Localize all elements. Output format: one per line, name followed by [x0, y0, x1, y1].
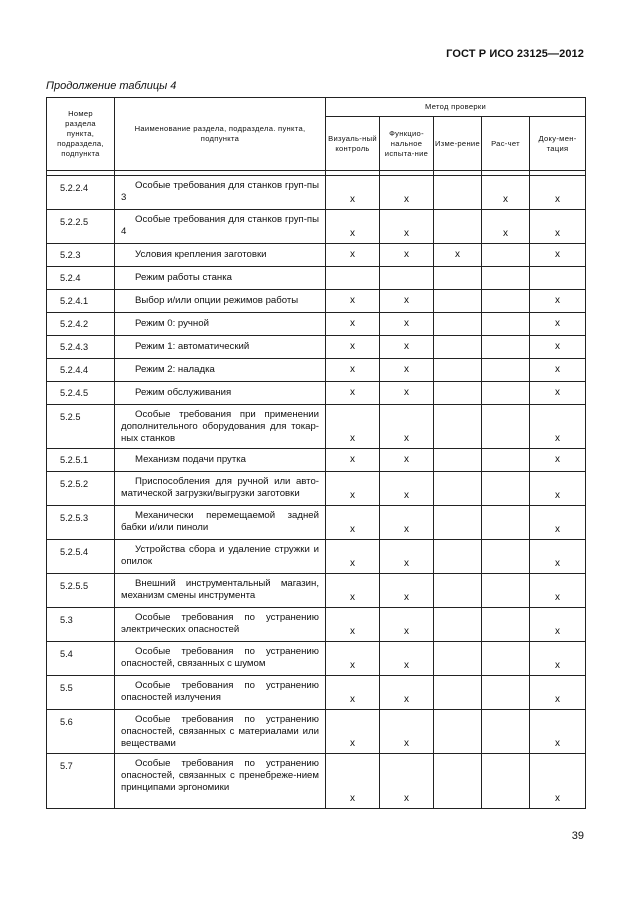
method-mark: х: [326, 676, 380, 710]
method-mark: х: [380, 472, 434, 506]
method-mark: х: [380, 210, 434, 244]
method-mark: [482, 336, 530, 359]
row-name: [115, 472, 326, 506]
method-mark: х: [530, 210, 586, 244]
row-number: 5.2.5.1: [47, 449, 115, 472]
row-name-text: Режим 1: автоматический: [135, 341, 250, 352]
method-mark: [482, 506, 530, 540]
method-mark: [434, 574, 482, 608]
method-mark: [482, 676, 530, 710]
method-mark: х: [530, 574, 586, 608]
method-mark: [434, 359, 482, 382]
method-mark: [434, 176, 482, 210]
header-method-calculation: Рас-чет: [482, 117, 530, 171]
verification-table: [46, 97, 586, 809]
method-mark: х: [326, 710, 380, 754]
row-name-text: Механически перемещаемой задней бабки и/или пиноли: [121, 510, 319, 533]
row-number: 5.2.5: [47, 405, 115, 449]
method-mark: х: [530, 540, 586, 574]
row-number: 5.2.5.2: [47, 472, 115, 506]
table-row: [47, 642, 586, 676]
method-mark: х: [326, 472, 380, 506]
method-mark: х: [380, 359, 434, 382]
method-mark: х: [380, 540, 434, 574]
method-mark: х: [326, 359, 380, 382]
method-mark: [434, 210, 482, 244]
table-row: [47, 313, 586, 336]
row-name: [115, 540, 326, 574]
header-method-documentation: Доку-мен-тация: [530, 117, 586, 171]
row-number: 5.2.2.5: [47, 210, 115, 244]
row-number: 5.6: [47, 710, 115, 754]
row-name: [115, 710, 326, 754]
method-mark: х: [380, 754, 434, 809]
header-method-measurement: Изме-рение: [434, 117, 482, 171]
row-name: [115, 754, 326, 809]
method-mark: х: [530, 676, 586, 710]
row-number: 5.7: [47, 754, 115, 809]
method-mark: [482, 710, 530, 754]
method-mark: [482, 574, 530, 608]
table-row: [47, 710, 586, 754]
method-mark: х: [326, 540, 380, 574]
row-number: 5.2.5.4: [47, 540, 115, 574]
method-mark: х: [326, 506, 380, 540]
row-number: 5.3: [47, 608, 115, 642]
header-method-group: Метод проверки: [326, 98, 586, 117]
row-name-text: Режим 0: ручной: [135, 318, 209, 329]
row-number: 5.2.4.5: [47, 382, 115, 405]
row-number: 5.2.4.2: [47, 313, 115, 336]
row-name: [115, 336, 326, 359]
header-name: Наименование раздела, подраздела. пункта, подпункта: [115, 98, 326, 171]
table-row: [47, 210, 586, 244]
method-mark: х: [530, 449, 586, 472]
method-mark: [482, 642, 530, 676]
method-mark: х: [530, 405, 586, 449]
method-mark: [482, 290, 530, 313]
row-number: 5.2.4.3: [47, 336, 115, 359]
method-mark: х: [530, 290, 586, 313]
row-name-text: Внешний инструментальный магазин, механизм смены инструмента: [121, 578, 319, 601]
method-mark: х: [380, 405, 434, 449]
row-name-text: Условия крепления заготовки: [135, 249, 267, 260]
row-name-text: Особые требования для станков груп-пы 4: [121, 214, 319, 237]
method-mark: [482, 472, 530, 506]
method-mark: [482, 267, 530, 290]
method-mark: х: [434, 244, 482, 267]
method-mark: [434, 267, 482, 290]
method-mark: [434, 290, 482, 313]
method-mark: х: [380, 382, 434, 405]
table-row: [47, 176, 586, 210]
row-name-text: Механизм подачи прутка: [135, 454, 246, 465]
method-mark: [482, 405, 530, 449]
method-mark: [434, 382, 482, 405]
standard-title: ГОСТ Р ИСО 23125—2012: [446, 48, 584, 60]
row-number: 5.2.4: [47, 267, 115, 290]
row-name: [115, 210, 326, 244]
method-mark: х: [380, 574, 434, 608]
method-mark: х: [326, 382, 380, 405]
row-name-text: Выбор и/или опции режимов работы: [135, 295, 299, 306]
row-name-text: Приспособления для ручной или авто-матической загрузки/выгрузки заготовки: [121, 476, 319, 499]
table-row: [47, 267, 586, 290]
row-name-text: Особые требования при применении дополнительного оборудования для токар-ных станков: [121, 409, 319, 444]
method-mark: х: [380, 710, 434, 754]
row-number: 5.5: [47, 676, 115, 710]
method-mark: [326, 267, 380, 290]
table-row: [47, 405, 586, 449]
table-row: [47, 290, 586, 313]
row-name-text: Особые требования по устранению опасностей излучения: [121, 680, 319, 703]
method-mark: х: [326, 176, 380, 210]
row-name: [115, 290, 326, 313]
row-number: 5.4: [47, 642, 115, 676]
table-row: [47, 540, 586, 574]
table-row: [47, 449, 586, 472]
method-mark: [434, 540, 482, 574]
table-row: [47, 382, 586, 405]
method-mark: х: [530, 176, 586, 210]
table-row: [47, 472, 586, 506]
row-number: 5.2.5.3: [47, 506, 115, 540]
table-row: [47, 608, 586, 642]
row-name: [115, 359, 326, 382]
method-mark: х: [326, 754, 380, 809]
method-mark: х: [482, 210, 530, 244]
method-mark: х: [380, 176, 434, 210]
method-mark: х: [380, 449, 434, 472]
row-name-text: Режим обслуживания: [135, 387, 232, 398]
method-mark: х: [380, 244, 434, 267]
method-mark: х: [530, 382, 586, 405]
method-mark: х: [530, 244, 586, 267]
method-mark: х: [326, 313, 380, 336]
table-row: [47, 506, 586, 540]
method-mark: х: [326, 244, 380, 267]
table-row: [47, 574, 586, 608]
row-name: [115, 676, 326, 710]
row-name: [115, 244, 326, 267]
method-mark: [530, 267, 586, 290]
method-mark: [482, 449, 530, 472]
method-mark: х: [326, 336, 380, 359]
row-number: 5.2.5.5: [47, 574, 115, 608]
method-mark: [482, 754, 530, 809]
method-mark: [434, 506, 482, 540]
table-row: [47, 359, 586, 382]
method-mark: [434, 642, 482, 676]
method-mark: х: [530, 336, 586, 359]
method-mark: х: [380, 336, 434, 359]
method-mark: [380, 267, 434, 290]
row-name: [115, 267, 326, 290]
method-mark: х: [530, 608, 586, 642]
method-mark: х: [326, 642, 380, 676]
method-mark: х: [530, 710, 586, 754]
method-mark: х: [482, 176, 530, 210]
method-mark: [482, 244, 530, 267]
header-method-visual: Визуаль-ный контроль: [326, 117, 380, 171]
row-name: [115, 506, 326, 540]
method-mark: [434, 710, 482, 754]
row-name: [115, 608, 326, 642]
table-row: [47, 244, 586, 267]
row-number: 5.2.3: [47, 244, 115, 267]
row-name-text: Особые требования по устранению электрических опасностей: [121, 612, 319, 635]
method-mark: [434, 313, 482, 336]
method-mark: х: [380, 608, 434, 642]
row-number: 5.2.4.1: [47, 290, 115, 313]
method-mark: х: [380, 642, 434, 676]
method-mark: х: [530, 506, 586, 540]
method-mark: х: [530, 642, 586, 676]
method-mark: [434, 676, 482, 710]
row-name: [115, 405, 326, 449]
method-mark: [434, 336, 482, 359]
row-name-text: Режим работы станка: [135, 272, 232, 283]
row-name-text: Режим 2: наладка: [135, 364, 215, 375]
method-mark: [434, 405, 482, 449]
row-name: [115, 574, 326, 608]
table-row: [47, 336, 586, 359]
method-mark: х: [530, 472, 586, 506]
method-mark: [482, 608, 530, 642]
method-mark: х: [326, 405, 380, 449]
row-name-text: Особые требования для станков груп-пы 3: [121, 180, 319, 203]
method-mark: х: [326, 449, 380, 472]
row-name: [115, 449, 326, 472]
method-mark: [482, 382, 530, 405]
table-caption: Продолжение таблицы 4: [46, 80, 177, 92]
method-mark: [434, 754, 482, 809]
row-name: [115, 382, 326, 405]
row-name: [115, 313, 326, 336]
header-method-functional: Функцио-нальное испыта-ние: [380, 117, 434, 171]
row-number: 5.2.2.4: [47, 176, 115, 210]
method-mark: [434, 472, 482, 506]
row-name: [115, 176, 326, 210]
method-mark: [482, 313, 530, 336]
header-number: Номер раздела пункта, подраздела, подпункта: [47, 98, 115, 171]
row-number: 5.2.4.4: [47, 359, 115, 382]
method-mark: [482, 540, 530, 574]
method-mark: х: [380, 290, 434, 313]
row-name: [115, 642, 326, 676]
method-mark: х: [326, 574, 380, 608]
method-mark: х: [530, 359, 586, 382]
row-name-text: Особые требования по устранению опасностей, связанных с материалами или веществами: [121, 714, 319, 749]
table-row: [47, 754, 586, 809]
page-number: 39: [571, 830, 584, 842]
table-row: [47, 676, 586, 710]
method-mark: х: [530, 313, 586, 336]
table-header-row: [47, 98, 586, 117]
method-mark: х: [530, 754, 586, 809]
method-mark: х: [326, 608, 380, 642]
row-name-text: Устройства сбора и удаление стружки и опилок: [121, 544, 319, 567]
method-mark: х: [326, 290, 380, 313]
method-mark: х: [380, 313, 434, 336]
row-name-text: Особые требования по устранению опасностей, связанных с шумом: [121, 646, 319, 669]
method-mark: [482, 359, 530, 382]
method-mark: х: [326, 210, 380, 244]
method-mark: х: [380, 676, 434, 710]
method-mark: [434, 608, 482, 642]
method-mark: [434, 449, 482, 472]
method-mark: х: [380, 506, 434, 540]
row-name-text: Особые требования по устранению опасностей, связанных с пренебреже-нием принципами эргономики: [121, 758, 319, 793]
